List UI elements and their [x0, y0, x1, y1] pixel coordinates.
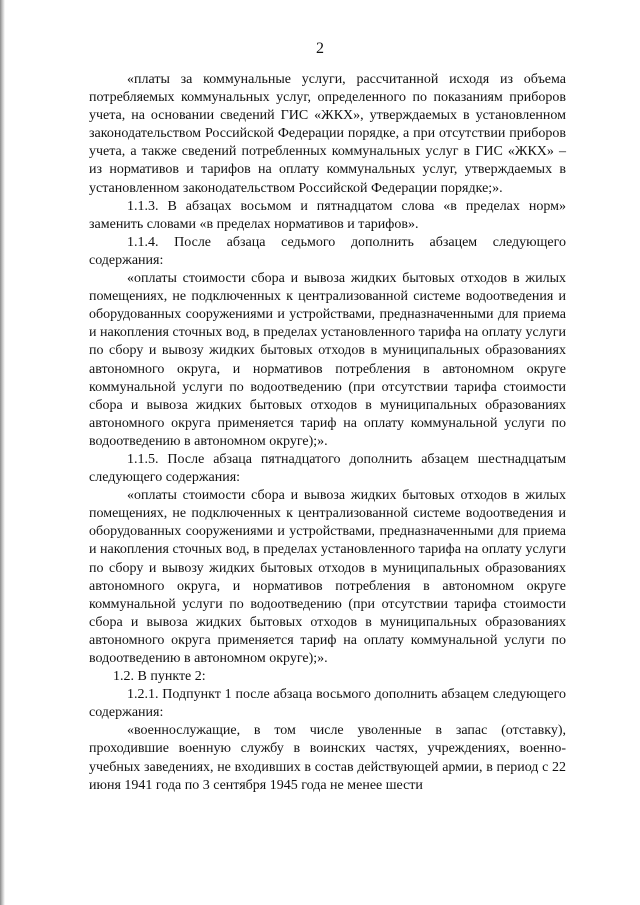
clause-1-2: 1.2. В пункте 2:	[113, 669, 206, 685]
clause-1-2-1: 1.2.1. Подпункт 1 после абзаца восьмого дополнить абзацем следующего содержания:	[89, 687, 566, 721]
clause-1-1-4: 1.1.4. После абзаца седьмого дополнить абзацем следующего содержания:	[89, 234, 566, 268]
quoted-paragraph-waste-2: «оплаты стоимости сбора и вывоза жидких бытовых отходов в жилых помещениях, не подключенных к централизованной системе водоотведения и оборудованных сооружениями и устройствами, предназначенными для приема и накопления сточных вод, в пределах установленного тарифа на оплату услуги по сбору и вывозу жидких бытовых отходов в муниципальных образованиях автономного округа, и нормативов потребления в автономном округе коммунальной услуги по водоотведению (при отсутствии тарифа стоимости сбора и вывоза жидких бытовых отходов в муниципальных образованиях автономного округа применяется тариф на оплату коммунальной услуги по водоотведению в автономном округе);».	[89, 488, 566, 666]
page-number: 2	[316, 40, 324, 57]
document-body	[89, 71, 566, 795]
quoted-paragraph-military: «военнослужащие, в том числе уволенные в запас (отставку), проходившие военную службу в воинских частях, учреждениях, военно-учебных заведениях, не входивших в состав действующей армии, в период с 22 июня 1941 года по 3 сентября 1945 года не менее шести	[89, 723, 566, 793]
quoted-paragraph-utility-payment: «платы за коммунальные услуги, рассчитанной исходя из объема потребляемых коммунальных услуг, определенного по показаниям приборов учета, на основании сведений ГИС «ЖКХ», утверждаемых в установленном законодательством Российской Федерации порядке, а при отсутствии приборов учета, а также сведений потребленных коммунальных услуг в ГИС «ЖКХ» – из нормативов и тарифов на оплату коммунальных услуг, утверждаемых в установленном законодательством Российской Федерации порядке;».	[89, 72, 566, 196]
quoted-paragraph-waste-1: «оплаты стоимости сбора и вывоза жидких бытовых отходов в жилых помещениях, не подключенных к централизованной системе водоотведения и оборудованных сооружениями и устройствами, предназначенными для приема и накопления сточных вод, в пределах установленного тарифа на оплату услуги по сбору и вывозу жидких бытовых отходов в муниципальных образованиях автономного округа, и нормативов потребления в автономном округе коммунальной услуги по водоотведению (при отсутствии тарифа стоимости сбора и вывоза жидких бытовых отходов в муниципальных образованиях автономного округа применяется тариф на оплату коммунальной услуги по водоотведению в автономном округе);».	[89, 271, 566, 449]
clause-1-1-3: 1.1.3. В абзацах восьмом и пятнадцатом слова «в пределах норм» заменить словами «в пределах нормативов и тарифов».	[89, 198, 566, 232]
clause-1-1-5: 1.1.5. После абзаца пятнадцатого дополнить абзацем шестнадцатым следующего содержания:	[89, 451, 566, 486]
scan-edge	[0, 0, 5, 905]
